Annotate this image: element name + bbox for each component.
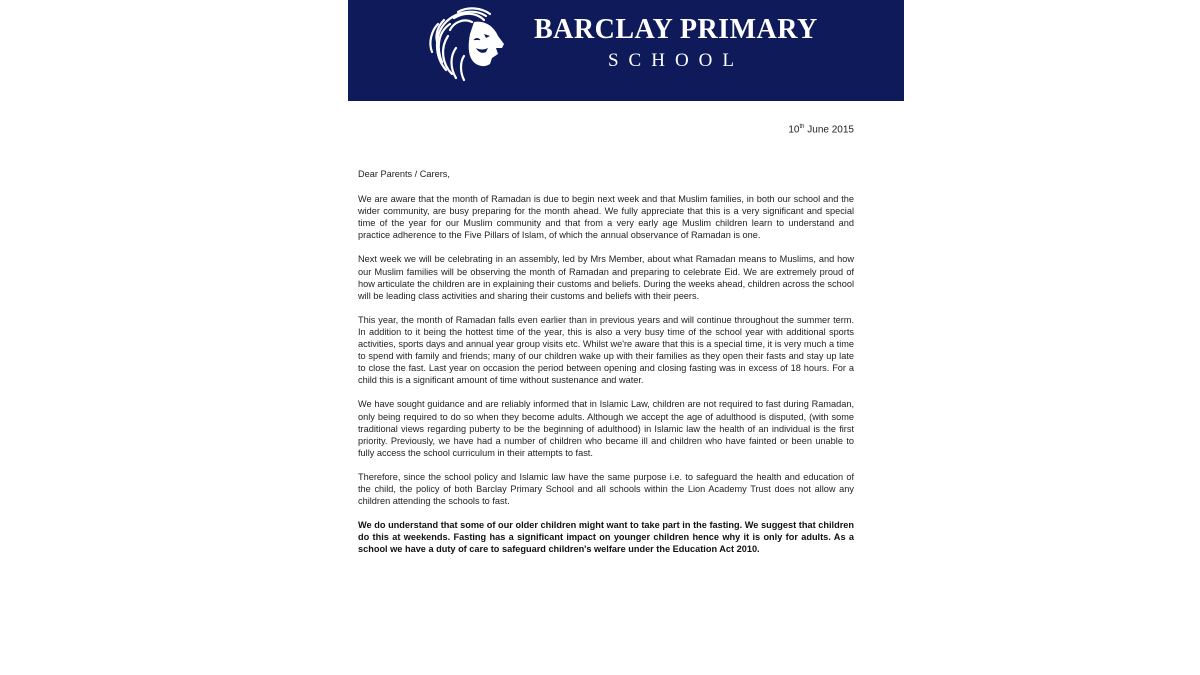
school-name: BARCLAY PRIMARY <box>534 14 818 45</box>
date-day: 10 <box>788 124 800 136</box>
date-suffix: th <box>799 124 805 130</box>
letter-date <box>788 124 854 135</box>
letter-body <box>358 168 854 567</box>
lion-head-icon <box>424 4 512 84</box>
salutation: Dear Parents / Carers, <box>358 169 450 179</box>
paragraph-islamic-law: We have sought guidance and are reliably informed that in Islamic Law, children are not required to fast during Ramadan, only being required to do so when they become adults. Although we accept the age of adulthood is disputed, (with some traditional views regarding puberty to be the beginning of adulthood) in Islamic law the health of an individual is the first priority. Previously, we have had a number of children who became ill and children who have fainted or been unable to fully access the school curriculum in their attempts to fast. <box>358 399 854 458</box>
paragraph-assembly: Next week we will be celebrating in an assembly, led by Mrs Member, about what Ramadan means to Muslims, and how our Muslim families will be observing the month of Ramadan and preparing to celebrate Eid. We are extremely proud of how articulate the children are in explaining their customs and beliefs. During the weeks ahead, children across the school will be leading class activities and sharing their customs and beliefs with their peers. <box>358 254 854 301</box>
paragraph-duty-of-care: We do understand that some of our older children might want to take part in the fasting. We suggest that children do this at weekends. Fasting has a significant impact on younger children hence why it is only for adults. As a school we have a duty of care to safeguard children's welfare under the Education Act 2010. <box>358 520 854 555</box>
school-banner <box>348 0 904 101</box>
date-month-year: June 2015 <box>804 124 854 136</box>
school-subtitle: SCHOOL <box>607 50 744 71</box>
paragraph-summer-term: This year, the month of Ramadan falls even earlier than in previous years and will continue throughout the summer term. In addition to it being the hottest time of the year, this is also a very busy time of the school year with additional sports activities, sports days and annual year group visits etc. Whilst we're aware that this is a special time, it is very much a time to spend with family and friends; many of our children wake up with their families as they open their fasts and stay up late to close the fast. Last year on occasion the period between opening and closing fasting was in excess of 18 hours. For a child this is a significant amount of time without sustenance and water. <box>358 314 854 386</box>
letter-page <box>348 0 904 675</box>
paragraph-ramadan-intro: We are aware that the month of Ramadan is due to begin next week and that Muslim families, in both our school and the wider community, are busy preparing for the month ahead. We fully appreciate that this is a very significant and special time of the year for our Muslim community and that from a very early age Muslim children learn to understand and practice adherence to the Five Pillars of Islam, of which the annual observance of Ramadan is one. <box>358 194 854 241</box>
paragraph-policy: Therefore, since the school policy and Islamic law have the same purpose i.e. to safeguard the health and education of the child, the policy of both Barclay Primary School and all schools within the Lion Academy Trust does not allow any children attending the schools to fast. <box>358 471 854 507</box>
